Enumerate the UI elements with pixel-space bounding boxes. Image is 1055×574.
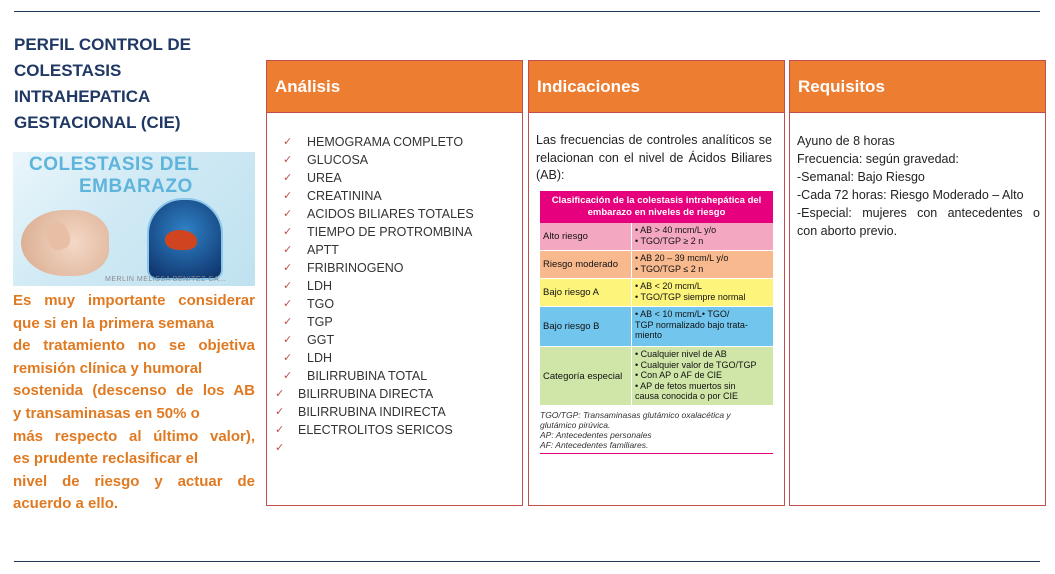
analisis-item <box>267 313 517 331</box>
analisis-item-label: BILIRRUBINA TOTAL <box>307 369 428 383</box>
risk-table-row <box>540 279 773 307</box>
risk-criteria <box>632 279 773 306</box>
footnote-line: glutámico pirúvica. <box>540 420 611 430</box>
risk-criteria <box>632 347 773 405</box>
risk-criteria <box>632 223 773 250</box>
risk-criteria-line: • AP de fetos muertos sin <box>635 380 736 391</box>
risk-category: Categoría especial <box>540 347 632 405</box>
requisito-line: Frecuencia: según gravedad: <box>797 152 959 166</box>
risk-table-row <box>540 307 773 347</box>
checkmark-icon: ✓ <box>283 208 293 220</box>
checkmark-icon: ✓ <box>275 406 285 418</box>
requisito-line: Ayuno de 8 horas <box>797 134 895 148</box>
note-line: sostenida (descenso de los AB <box>13 382 255 400</box>
risk-criteria-line: TGP normalizado bajo trata- <box>635 319 748 330</box>
risk-table-title: Clasificación de la colestasis intrahepática del embarazo en niveles de riesgo <box>540 191 773 223</box>
risk-criteria-line: • AB < 10 mcm/L• TGO/ <box>635 309 730 319</box>
checkmark-icon: ✓ <box>283 370 293 382</box>
analisis-checklist <box>267 133 517 457</box>
analisis-item <box>267 295 517 313</box>
analisis-item <box>267 367 517 385</box>
note-line: acuerdo a ello. <box>13 495 119 513</box>
title-line: GESTACIONAL (CIE) <box>14 113 181 132</box>
analisis-item-label: LDH <box>307 279 333 293</box>
indicaciones-header: Indicaciones <box>529 61 784 113</box>
risk-criteria-line: • AB 20 – 39 mcm/L y/o <box>635 253 729 263</box>
title-line: COLESTASIS <box>14 61 122 80</box>
risk-criteria-line: • Cualquier valor de TGO/TGP <box>635 359 757 370</box>
note-line: es prudente reclasificar el <box>13 450 199 468</box>
risk-classification-table <box>540 191 773 454</box>
analisis-item <box>267 385 517 403</box>
important-note <box>13 290 255 516</box>
analisis-item <box>267 277 517 295</box>
analisis-item-label: GGT <box>307 333 335 347</box>
analisis-item-label: HEMOGRAMA COMPLETO <box>307 135 464 149</box>
analisis-item-label: CREATININA <box>307 189 382 203</box>
analisis-item <box>267 241 517 259</box>
risk-criteria-line: • AB > 40 mcm/L y/o <box>635 225 717 235</box>
analisis-panel <box>266 60 523 506</box>
analisis-item-label: LDH <box>307 351 333 365</box>
analisis-item <box>267 133 517 151</box>
risk-criteria-line: • Cualquier nivel de AB <box>635 349 727 359</box>
banner-title-line1: COLESTASIS DEL <box>29 154 200 175</box>
analisis-item <box>267 205 517 223</box>
analisis-item <box>267 331 517 349</box>
bottom-divider <box>14 561 1040 562</box>
checkmark-icon: ✓ <box>283 334 293 346</box>
analisis-item <box>267 421 517 439</box>
risk-table-row <box>540 251 773 279</box>
risk-table-row <box>540 223 773 251</box>
checkmark-icon: ✓ <box>283 226 293 238</box>
checkmark-icon: ✓ <box>283 190 293 202</box>
analisis-item-label: BILIRRUBINA DIRECTA <box>298 387 434 401</box>
requisito-line: -Semanal: Bajo Riesgo <box>797 170 925 184</box>
note-line: más respecto al último valor), <box>13 427 255 445</box>
risk-table-footnotes <box>540 406 773 454</box>
note-line: Es muy importante considerar <box>13 292 255 309</box>
top-divider <box>14 11 1040 12</box>
analisis-item-label: TGP <box>307 315 333 329</box>
title-line: INTRAHEPATICA <box>14 87 151 106</box>
analisis-item-label: ACIDOS BILIARES TOTALES <box>307 207 474 221</box>
risk-criteria-line: • Con AP o AF de CIE <box>635 370 723 380</box>
note-line: de tratamiento no se objetiva <box>13 337 255 355</box>
liver-icon <box>165 230 197 250</box>
checkmark-icon: ✓ <box>275 388 285 400</box>
footnote-line: AF: Antecedentes familiares. <box>540 440 649 450</box>
checkmark-icon: ✓ <box>283 136 293 148</box>
note-line: nivel de riesgo y actuar de <box>13 472 255 490</box>
checkmark-icon: ✓ <box>283 244 293 256</box>
risk-table-row <box>540 347 773 406</box>
requisitos-header: Requisitos <box>790 61 1045 113</box>
risk-criteria <box>632 251 773 278</box>
analisis-item-label: GLUCOSA <box>307 153 369 167</box>
analisis-item-label: TIEMPO DE PROTROMBINA <box>307 225 473 239</box>
note-line: y transaminasas en 50% o <box>13 404 200 422</box>
analisis-item-label: FRIBRINOGENO <box>307 261 404 275</box>
risk-criteria-line: causa conocida o por CIE <box>635 391 739 401</box>
analisis-item-label: TGO <box>307 297 335 311</box>
footnote-line: TGO/TGP: Transaminasas glutámico oxalacética y <box>540 410 731 420</box>
indicaciones-text: Las frecuencias de controles analíticos se relacionan con el nivel de Ácidos Biliares (AB): <box>536 133 772 182</box>
banner-title-line2: EMBARAZO <box>79 176 193 197</box>
analisis-header: Análisis <box>267 61 522 113</box>
risk-category: Alto riesgo <box>540 223 632 250</box>
analisis-item-label: ELECTROLITOS SERICOS <box>298 423 453 437</box>
title-line: PERFIL CONTROL DE <box>14 35 191 54</box>
analisis-item <box>267 259 517 277</box>
risk-criteria-line: • TGO/TGP ≥ 2 n <box>635 235 704 246</box>
analisis-item-label: APTT <box>307 243 339 257</box>
risk-criteria-line: • TGO/TGP siempre normal <box>635 291 746 302</box>
note-line: remisión clínica y humoral <box>13 359 203 377</box>
banner-credit: MERLIN MELISSA BENITEZ CA... <box>105 276 227 283</box>
checkmark-icon: ✓ <box>283 154 293 166</box>
checkmark-icon: ✓ <box>283 316 293 328</box>
page-title <box>14 32 254 136</box>
requisito-line: -Especial: mujeres con antecedentes o <box>797 206 1040 220</box>
analisis-item <box>267 187 517 205</box>
indicaciones-panel <box>528 60 785 506</box>
footnote-line: AP: Antecedentes personales <box>540 430 652 440</box>
checkmark-icon: ✓ <box>283 352 293 364</box>
checkmark-icon: ✓ <box>283 172 293 184</box>
requisitos-text <box>797 132 1040 240</box>
colestasis-banner-image <box>13 152 255 286</box>
risk-category: Bajo riesgo B <box>540 307 632 346</box>
analisis-item <box>267 439 517 457</box>
analisis-item-label: BILIRRUBINA INDIRECTA <box>298 405 446 419</box>
checkmark-icon: ✓ <box>283 280 293 292</box>
checkmark-icon: ✓ <box>275 424 285 436</box>
analisis-item <box>267 349 517 367</box>
risk-criteria-line: miento <box>635 330 663 340</box>
risk-criteria <box>632 307 773 346</box>
risk-criteria-line: • AB < 20 mcm/L <box>635 281 702 291</box>
analisis-item-label: UREA <box>307 171 342 185</box>
checkmark-icon: ✓ <box>283 262 293 274</box>
requisito-line: con aborto previo. <box>797 224 898 238</box>
risk-criteria-line: • TGO/TGP ≤ 2 n <box>635 263 704 274</box>
requisito-line: -Cada 72 horas: Riesgo Moderado – Alto <box>797 188 1024 202</box>
risk-category: Bajo riesgo A <box>540 279 632 306</box>
checkmark-icon: ✓ <box>283 298 293 310</box>
analisis-item <box>267 223 517 241</box>
analisis-item <box>267 403 517 421</box>
checkmark-icon: ✓ <box>275 442 285 454</box>
requisitos-panel <box>789 60 1046 506</box>
risk-table-body <box>540 223 773 406</box>
analisis-item <box>267 169 517 187</box>
risk-category: Riesgo moderado <box>540 251 632 278</box>
analisis-item <box>267 151 517 169</box>
note-line: que si en la primera semana <box>13 314 214 332</box>
